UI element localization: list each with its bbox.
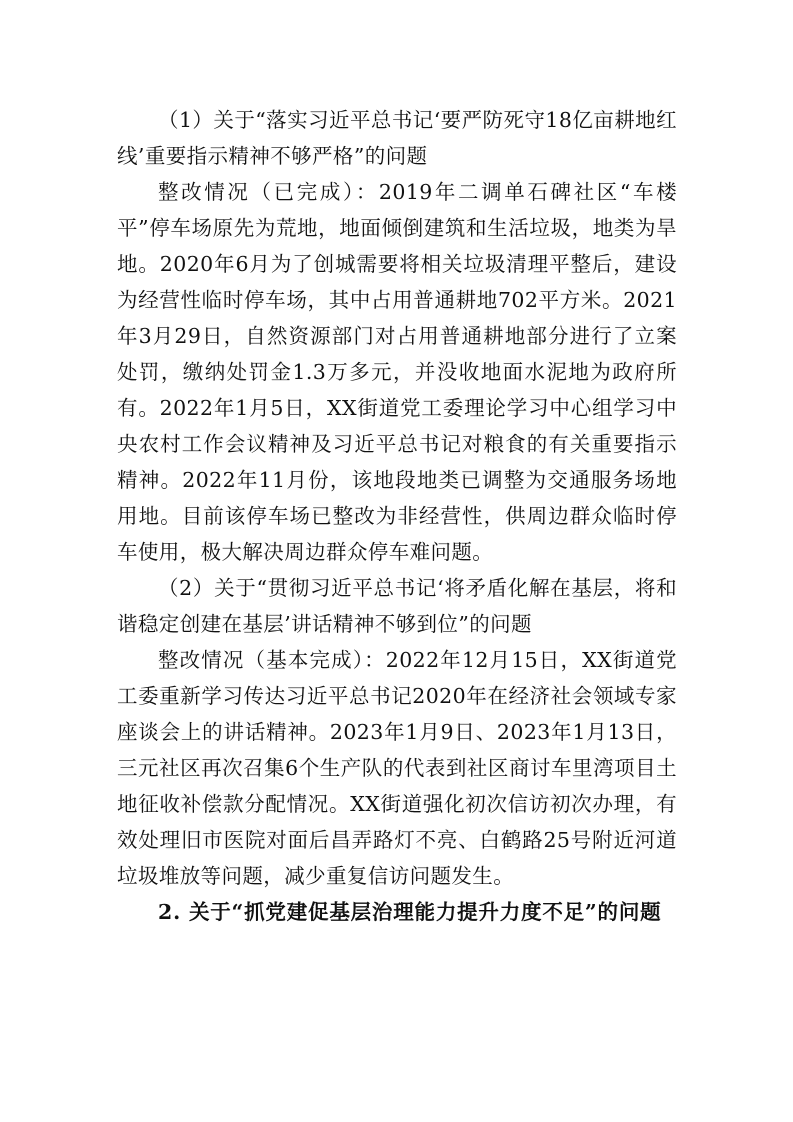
document-page <box>117 102 677 930</box>
rectification-status-paragraph-2: 整改情况（基本完成）：2022年12月15日，XX街道党工委重新学习传达习近平总书记2020年在经济社会领域专家座谈会上的讲话精神。2023年1月9日、2023年1月13日，三元社区再次召集6个生产队的代表到社区商讨车里湾项目土地征收补偿款分配情况。XX街道强化初次信访初次办理，有效处理旧市医院对面后昌弄路灯不亮、白鹤路25号附近河道垃圾堆放等问题，减少重复信访问题发生。 <box>117 648 677 888</box>
subsection-heading-1: （1）关于“落实习近平总书记‘要严防死守18亿亩耕地红线’重要指示精神不够严格”的问题 <box>117 108 677 168</box>
rectification-status-paragraph-1: 整改情况（已完成）：2019年二调单石碑社区“车楼平”停车场原先为荒地，地面倾倒建筑和生活垃圾，地类为旱地。2020年6月为了创城需要将相关垃圾清理平整后，建设为经营性临时停车场，其中占用普通耕地702平方米。2021年3月29日，自然资源部门对占用普通耕地部分进行了立案处罚，缴纳处罚金1.3万多元，并没收地面水泥地为政府所有。2022年1月5日，XX街道党工委理论学习中心组学习中央农村工作会议精神及习近平总书记对粮食的有关重要指示精神。2022年11月份，该地段地类已调整为交通服务场地用地。目前该停车场已整改为非经营性，供周边群众临时停车使用，极大解决周边群众停车难问题。 <box>117 180 677 564</box>
subsection-heading-2: （2）关于“贯彻习近平总书记‘将矛盾化解在基层，将和谐稳定创建在基层’讲话精神不够到位”的问题 <box>117 576 677 636</box>
section-heading-2: 2. 关于“抓党建促基层治理能力提升力度不足”的问题 <box>158 900 662 924</box>
